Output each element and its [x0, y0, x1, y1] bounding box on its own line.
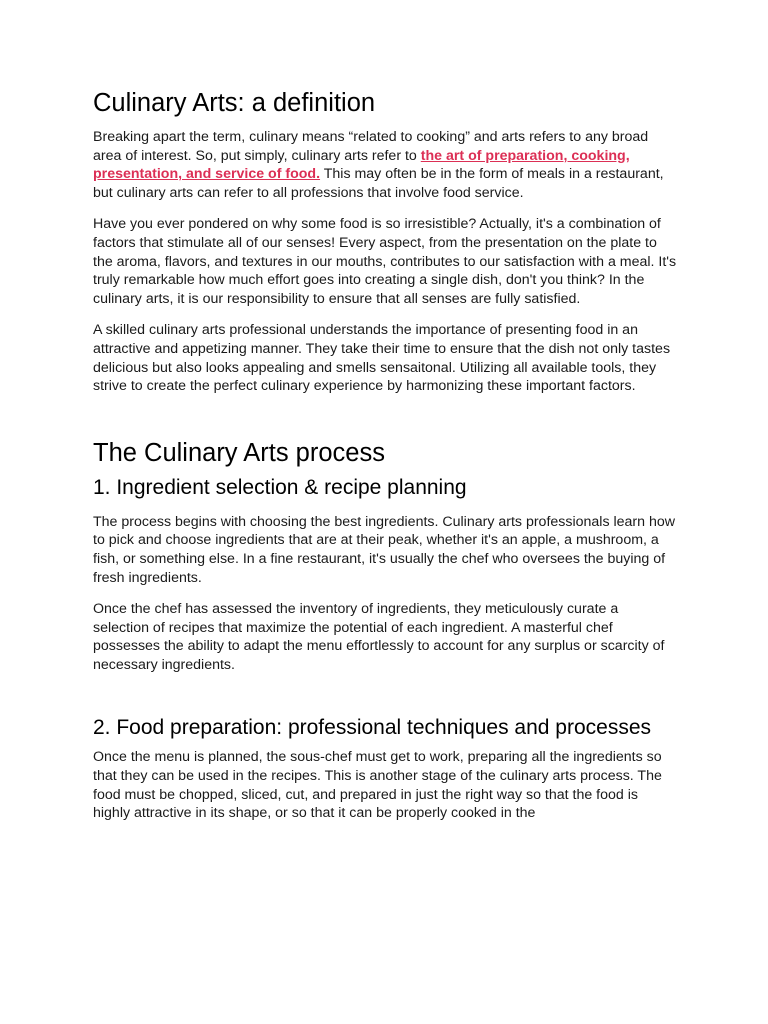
definition-paragraph-2: Have you ever pondered on why some food is so irresistible? Actually, it's a combination of factors that stimulate all of our senses! Every aspect, from the presentation on the plate to the aroma, flavors, and textures in our mouths, contributes to our satisfaction with a meal. It's truly remarkable how much effort goes into creating a single dish, don't you think? In the culinary arts, it is our responsibility to ensure that all senses are fully satisfied. — [93, 216, 677, 307]
definition-link[interactable]: the art of preparation, cooking, presentation, and service of food. — [93, 147, 630, 183]
section-heading-process: The Culinary Arts process — [93, 438, 385, 467]
step2-heading: 2. Food preparation: professional techniques and processes — [93, 716, 652, 740]
definition-paragraph-3: A skilled culinary arts professional understands the importance of presenting food in an attractive and appetizing manner. They take their time to ensure that the dish not only tastes delicious but also looks appealing and smells sensaitonal. Utilizing all available tools, they strive to create the perfect culinary experience by harmonizing these important factors. — [93, 322, 671, 395]
definition-paragraph-1-text: Breaking apart the term, culinary means “related to cooking” and arts refers to any broad area of interest. So, put simply, culinary arts refer to — [93, 129, 649, 164]
step1-paragraph-2: Once the chef has assessed the inventory of ingredients, they meticulously curate a selection of recipes that maximize the potential of each ingredient. A masterful chef possesses the ability to adapt the menu effortlessly to account for any surplus or scarcity of necessary ingredients. — [93, 601, 665, 673]
step1-heading: 1. Ingredient selection & recipe planning — [93, 475, 467, 499]
section-heading-definition: Culinary Arts: a definition — [93, 89, 376, 117]
step2-paragraph-1: Once the menu is planned, the sous-chef must get to work, preparing all the ingredients so that they can be used in the recipes. This is another stage of the culinary arts process. The food must be chopped, sliced, cut, and prepared in just the right way so that the food is highly attractive in its shape, or so that it can be properly cooked in the — [93, 749, 662, 822]
definition-paragraph-1 — [93, 128, 678, 202]
step1-paragraph-1: The process begins with choosing the best ingredients. Culinary arts professionals learn how to pick and choose ingredients that are at their peak, whether it's an apple, a mushroom, a fish, or something else. In a fine restaurant, it's usually the chef who oversees the buying of fresh ingredients. — [93, 513, 675, 586]
document-page — [93, 86, 678, 823]
definition-paragraph-1-tail: This may often be in the form of meals in a restaurant, but culinary arts can refer to all professions that involve food service. — [93, 166, 664, 201]
